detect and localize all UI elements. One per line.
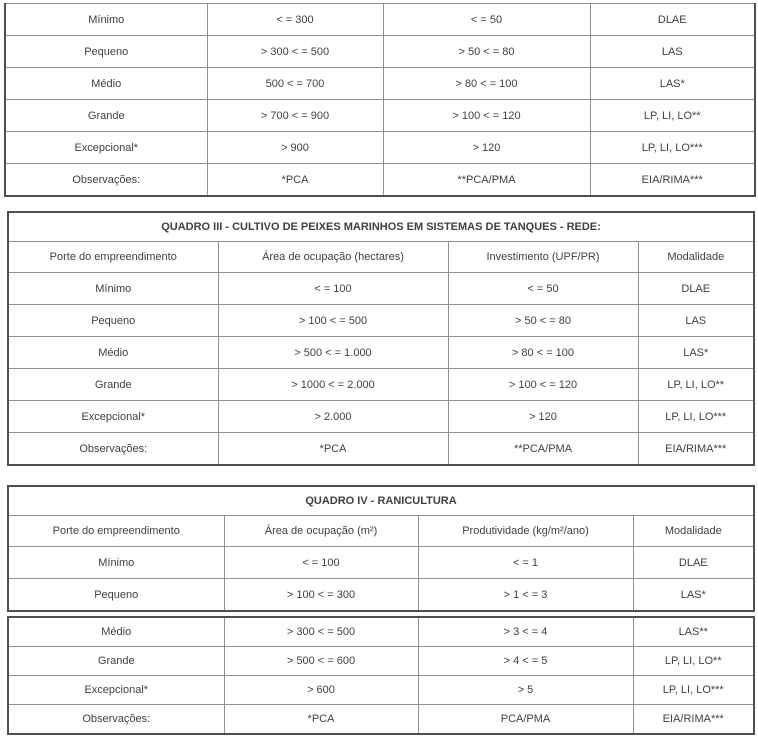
value-cell: > 80 < = 100	[448, 337, 638, 369]
column-header: Porte do empreendimento	[8, 516, 224, 547]
value-cell: LP, LI, LO**	[638, 369, 754, 401]
value-cell: LAS*	[638, 337, 754, 369]
table-row	[5, 4, 755, 36]
table-row	[5, 100, 755, 132]
value-cell: < = 100	[218, 273, 448, 305]
row-label-cell: Médio	[8, 617, 224, 647]
value-cell: < = 50	[448, 273, 638, 305]
value-cell: < = 100	[224, 547, 418, 579]
value-cell: LP, LI, LO**	[633, 647, 754, 676]
table-row	[8, 401, 754, 433]
value-cell: PCA/PMA	[418, 705, 633, 735]
column-header: Produtividade (kg/m²/ano)	[418, 516, 633, 547]
table-row	[5, 36, 755, 68]
value-cell: > 900	[207, 132, 383, 164]
value-cell: > 700 < = 900	[207, 100, 383, 132]
value-cell: LAS**	[633, 617, 754, 647]
value-cell: < = 300	[207, 4, 383, 36]
value-cell: DLAE	[633, 547, 754, 579]
value-cell: < = 50	[383, 4, 590, 36]
value-cell: > 4 < = 5	[418, 647, 633, 676]
value-cell: < = 1	[418, 547, 633, 579]
value-cell: > 100 < = 500	[218, 305, 448, 337]
value-cell: *PCA	[224, 705, 418, 735]
row-label-cell: Observações:	[8, 705, 224, 735]
value-cell: LP, LI, LO***	[638, 401, 754, 433]
table-quadro-iii	[7, 211, 755, 466]
table-quadro-continuation	[4, 3, 756, 197]
row-label-cell: Pequeno	[5, 36, 207, 68]
value-cell: 500 < = 700	[207, 68, 383, 100]
table-row	[8, 579, 754, 612]
table-row	[5, 132, 755, 164]
table-row	[8, 305, 754, 337]
table-row	[8, 676, 754, 705]
table-row	[5, 164, 755, 197]
table-row	[8, 647, 754, 676]
value-cell: > 50 < = 80	[448, 305, 638, 337]
value-cell: EIA/RIMA***	[590, 164, 755, 197]
value-cell: > 100 < = 120	[448, 369, 638, 401]
table-header-row	[8, 516, 754, 547]
value-cell: > 1000 < = 2.000	[218, 369, 448, 401]
table-title: QUADRO III - CULTIVO DE PEIXES MARINHOS EM SISTEMAS DE TANQUES - REDE:	[8, 212, 754, 242]
row-label-cell: Mínimo	[8, 547, 224, 579]
value-cell: > 600	[224, 676, 418, 705]
row-label-cell: Pequeno	[8, 579, 224, 612]
column-header: Porte do empreendimento	[8, 242, 218, 273]
value-cell: > 2.000	[218, 401, 448, 433]
row-label-cell: Mínimo	[5, 4, 207, 36]
table-quadro-iv-part1	[7, 485, 755, 612]
row-label-cell: Médio	[5, 68, 207, 100]
value-cell: LP, LI, LO***	[590, 132, 755, 164]
row-label-cell: Excepcional*	[8, 676, 224, 705]
row-label-cell: Pequeno	[8, 305, 218, 337]
row-label-cell: Excepcional*	[5, 132, 207, 164]
value-cell: DLAE	[638, 273, 754, 305]
table-row	[8, 617, 754, 647]
value-cell: > 100 < = 120	[383, 100, 590, 132]
table-row	[8, 547, 754, 579]
value-cell: > 300 < = 500	[224, 617, 418, 647]
value-cell: LAS*	[633, 579, 754, 612]
row-label-cell: Grande	[8, 369, 218, 401]
row-label-cell: Grande	[8, 647, 224, 676]
value-cell: > 500 < = 1.000	[218, 337, 448, 369]
value-cell: > 50 < = 80	[383, 36, 590, 68]
value-cell: **PCA/PMA	[448, 433, 638, 466]
column-header: Investimento (UPF/PR)	[448, 242, 638, 273]
value-cell: > 500 < = 600	[224, 647, 418, 676]
value-cell: LAS	[638, 305, 754, 337]
table-title-row	[8, 486, 754, 516]
table-row	[8, 337, 754, 369]
table-row	[8, 705, 754, 735]
value-cell: LAS*	[590, 68, 755, 100]
column-header: Área de ocupação (m²)	[224, 516, 418, 547]
value-cell: EIA/RIMA***	[633, 705, 754, 735]
table-row	[8, 369, 754, 401]
value-cell: > 1 < = 3	[418, 579, 633, 612]
table-row	[5, 68, 755, 100]
table-row	[8, 433, 754, 466]
row-label-cell: Observações:	[8, 433, 218, 466]
value-cell: DLAE	[590, 4, 755, 36]
table-header-row	[8, 242, 754, 273]
value-cell: EIA/RIMA***	[638, 433, 754, 466]
table-title: QUADRO IV - RANICULTURA	[8, 486, 754, 516]
value-cell: LP, LI, LO***	[633, 676, 754, 705]
table-row	[8, 273, 754, 305]
row-label-cell: Observações:	[5, 164, 207, 197]
value-cell: LP, LI, LO**	[590, 100, 755, 132]
row-label-cell: Excepcional*	[8, 401, 218, 433]
value-cell: *PCA	[218, 433, 448, 466]
table-title-row	[8, 212, 754, 242]
table-quadro-iv-part2	[7, 616, 755, 735]
column-header: Área de ocupação (hectares)	[218, 242, 448, 273]
column-header: Modalidade	[638, 242, 754, 273]
value-cell: *PCA	[207, 164, 383, 197]
value-cell: > 100 < = 300	[224, 579, 418, 612]
value-cell: > 120	[383, 132, 590, 164]
row-label-cell: Grande	[5, 100, 207, 132]
value-cell: > 120	[448, 401, 638, 433]
value-cell: > 5	[418, 676, 633, 705]
column-header: Modalidade	[633, 516, 754, 547]
value-cell: > 3 < = 4	[418, 617, 633, 647]
row-label-cell: Mínimo	[8, 273, 218, 305]
value-cell: > 300 < = 500	[207, 36, 383, 68]
row-label-cell: Médio	[8, 337, 218, 369]
value-cell: LAS	[590, 36, 755, 68]
value-cell: > 80 < = 100	[383, 68, 590, 100]
value-cell: **PCA/PMA	[383, 164, 590, 197]
